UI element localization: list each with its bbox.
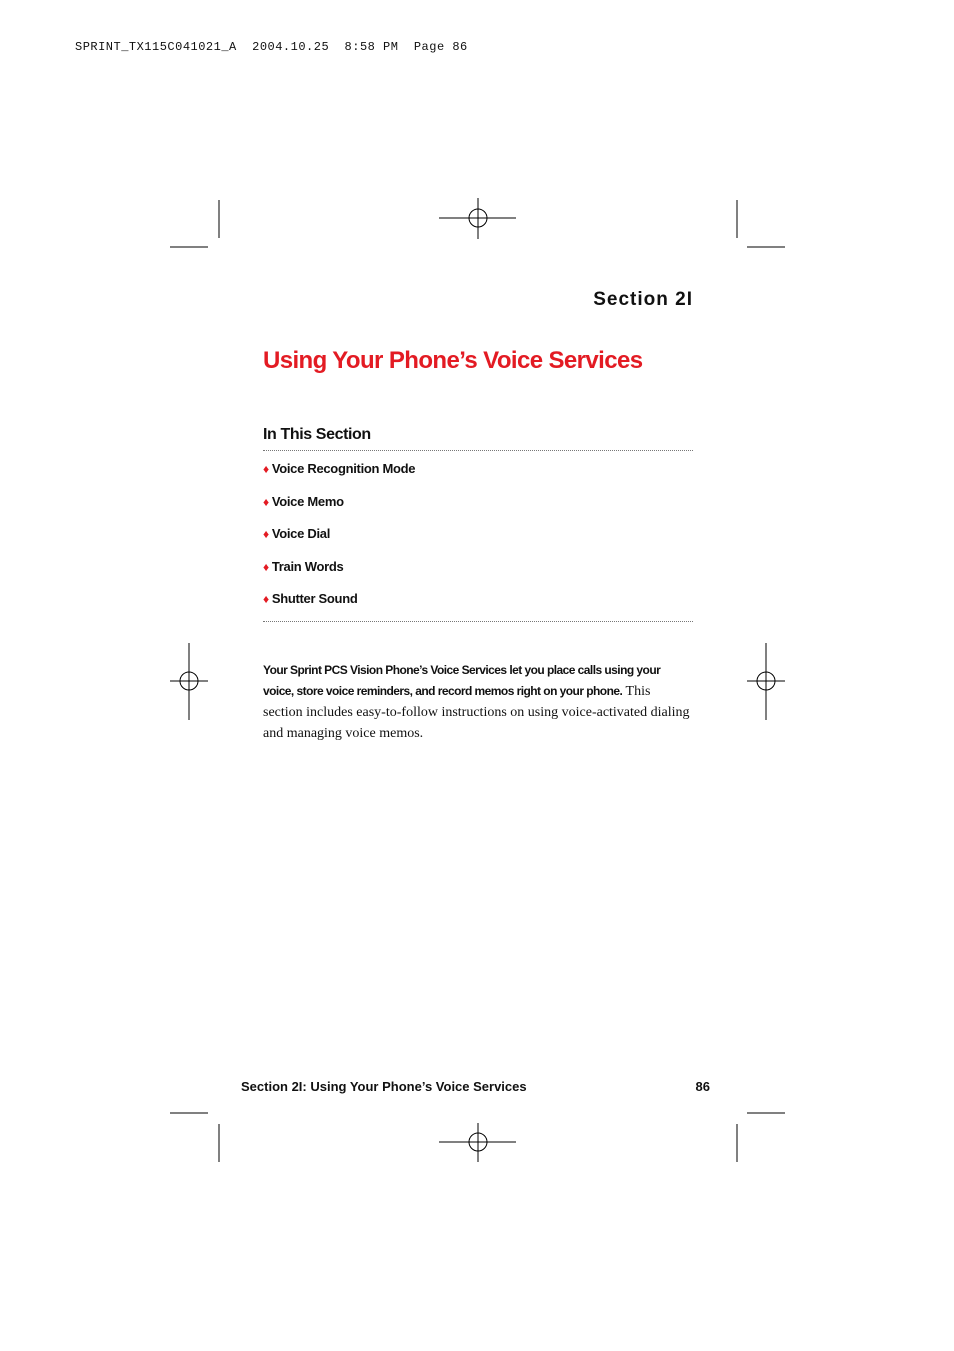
list-item-label: Voice Dial — [271, 526, 331, 541]
list-item — [263, 586, 693, 612]
list-item-label: Train Words — [271, 558, 344, 574]
diamond-bullet-icon: ♦ — [263, 462, 269, 476]
list-item-label: Voice Recognition Mode — [271, 461, 416, 476]
section-contents-list — [263, 451, 693, 622]
list-item-label: Voice Memo — [271, 493, 344, 509]
registration-mark-icon — [747, 643, 785, 720]
list-item — [263, 521, 693, 554]
crop-mark-icon — [170, 200, 219, 247]
list-item — [263, 554, 693, 587]
print-slug: SPRINT_TX115C041021_A 2004.10.25 8:58 PM Page 86 — [75, 40, 468, 54]
page-number: 86 — [695, 1079, 710, 1094]
in-this-section-heading: In This Section — [263, 424, 693, 451]
registration-mark-icon — [439, 1123, 516, 1162]
intro-lead: Your Sprint PCS Vision Phone’s Voice Services let you place calls using your voice, store voice reminders, and record memos right on your phone. — [263, 663, 661, 698]
page-title: Using Your Phone’s Voice Services — [263, 347, 643, 374]
footer-section-title: Section 2I: Using Your Phone’s Voice Services — [241, 1079, 527, 1094]
crop-mark-icon — [737, 1113, 785, 1162]
diamond-bullet-icon: ♦ — [263, 494, 269, 509]
diamond-bullet-icon: ♦ — [263, 592, 269, 606]
list-item — [263, 456, 693, 489]
list-item-label: Shutter Sound — [271, 591, 358, 606]
crop-mark-icon — [170, 1113, 219, 1162]
crop-mark-icon — [737, 200, 785, 247]
diamond-bullet-icon: ♦ — [263, 559, 269, 574]
registration-mark-icon — [170, 643, 208, 720]
registration-mark-icon — [439, 198, 516, 239]
list-item — [263, 489, 693, 522]
diamond-bullet-icon: ♦ — [263, 527, 269, 541]
intro-paragraph — [263, 660, 693, 744]
section-label: Section 2I — [593, 289, 693, 310]
in-this-section-box — [263, 424, 693, 622]
intro-body: This section includes easy-to-follow instructions on using voice-activated dialing and managing voice memos. — [263, 684, 690, 741]
